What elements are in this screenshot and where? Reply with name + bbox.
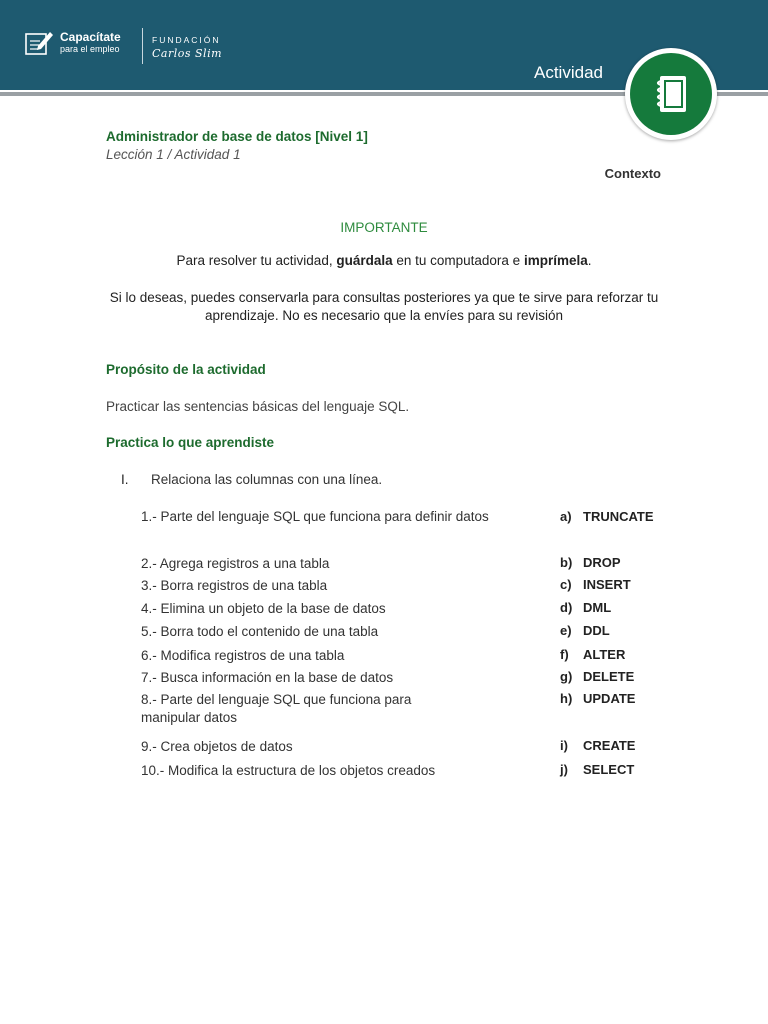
instruction-bold-save: guárdala <box>336 253 393 268</box>
lesson-label: Lección 1 / Actividad 1 <box>106 147 241 162</box>
important-heading: IMPORTANTE <box>340 220 428 235</box>
left-item: 3.- Borra registros de una tabla <box>141 578 328 593</box>
activity-badge <box>625 48 717 140</box>
notebook-icon <box>647 70 695 118</box>
brand-name: Capacítate <box>60 30 121 44</box>
foundation-logo <box>152 34 222 60</box>
right-letter: a) <box>560 509 572 524</box>
exercise-instruction: Relaciona las columnas con una línea. <box>151 472 383 487</box>
instruction-text: . <box>587 253 592 268</box>
brand-tagline: para el empleo <box>60 44 120 54</box>
left-item: 7.- Busca información en la base de datos <box>141 670 394 685</box>
left-item: 6.- Modifica registros de una tabla <box>141 648 345 663</box>
foundation-name: Carlos Slim <box>152 47 223 60</box>
right-letter: i) <box>560 738 568 753</box>
purpose-heading: Propósito de la actividad <box>106 362 266 377</box>
capacitate-logo <box>24 30 121 56</box>
right-option: SELECT <box>583 762 635 777</box>
left-item: 2.- Agrega registros a una tabla <box>141 556 330 571</box>
left-item: 1.- Parte del lenguaje SQL que funciona para definir datos <box>141 509 489 524</box>
right-option: DML <box>583 600 612 615</box>
left-item: 9.- Crea objetos de datos <box>141 739 293 754</box>
purpose-text: Practicar las sentencias básicas del lenguaje SQL. <box>106 399 410 414</box>
foundation-label: FUNDACIÓN <box>152 35 221 45</box>
right-letter: b) <box>560 555 573 570</box>
right-option: TRUNCATE <box>583 509 654 524</box>
right-letter: j) <box>560 762 568 777</box>
right-option: DROP <box>583 555 621 570</box>
right-letter: f) <box>560 647 569 662</box>
practice-heading: Practica lo que aprendiste <box>106 435 275 450</box>
right-option: ALTER <box>583 647 626 662</box>
right-option: DDL <box>583 623 610 638</box>
right-letter: d) <box>560 600 573 615</box>
right-letter: c) <box>560 577 572 592</box>
right-option: DELETE <box>583 669 635 684</box>
right-letter: e) <box>560 623 572 638</box>
right-letter: g) <box>560 669 573 684</box>
exercise-number: I. <box>121 472 129 487</box>
context-label: Contexto <box>604 166 661 181</box>
right-option: CREATE <box>583 738 636 753</box>
right-letter: h) <box>560 691 573 706</box>
course-title: Administrador de base de datos [Nivel 1] <box>106 129 368 144</box>
pencil-notepad-icon <box>24 30 54 56</box>
save-print-instruction <box>0 253 768 268</box>
left-item: 5.- Borra todo el contenido de una tabla <box>141 624 379 639</box>
keep-note: Si lo deseas, puedes conservarla para consultas posteriores ya que te sirve para reforzar tu aprendizaje. No es necesario que la envíes para su revisión <box>109 290 659 323</box>
instruction-text: Para resolver tu actividad, <box>176 253 337 268</box>
instruction-bold-print: imprímela <box>523 253 588 268</box>
left-item: 8.- Parte del lenguaje SQL que funciona para manipular datos <box>141 692 412 725</box>
right-option: INSERT <box>583 577 631 592</box>
left-item: 10.- Modifica la estructura de los objetos creados <box>141 763 436 778</box>
instruction-text: en tu computadora e <box>392 253 524 268</box>
left-item: 4.- Elimina un objeto de la base de datos <box>141 601 386 616</box>
logo-divider <box>142 28 143 64</box>
header-title: Actividad <box>534 63 603 82</box>
right-option: UPDATE <box>583 691 636 706</box>
